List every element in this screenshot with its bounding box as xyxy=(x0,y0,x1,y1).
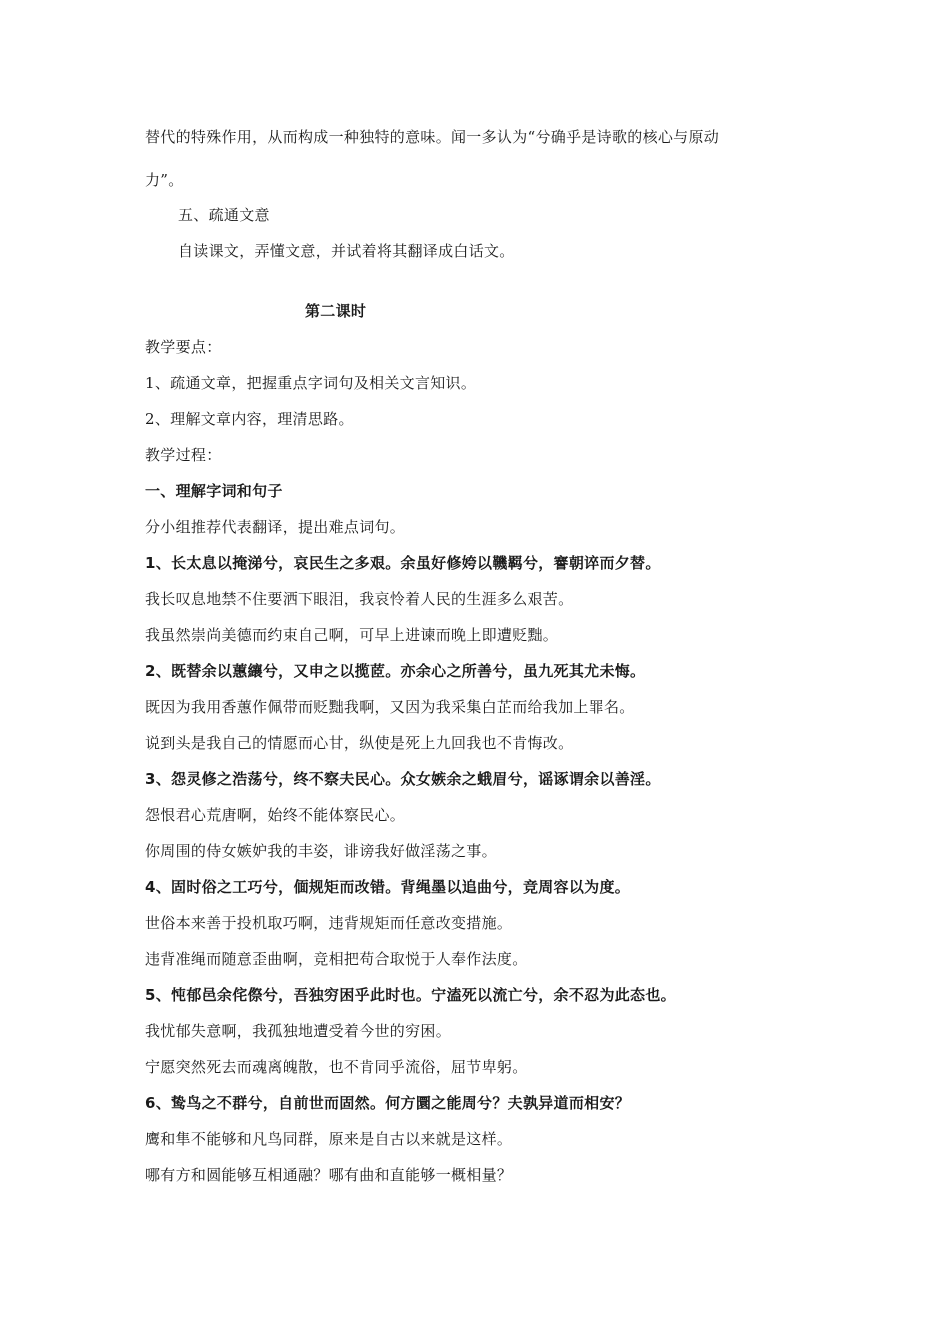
item-6-translation-2: 哪有方和圆能够互相通融？哪有曲和直能够一概相量？ xyxy=(145,1166,513,1184)
process-label: 教学过程： xyxy=(145,446,222,464)
item-5-translation-1: 我忧郁失意啊，我孤独地遭受着今世的穷困。 xyxy=(145,1022,452,1040)
part-1-heading: 一、理解字词和句子 xyxy=(145,482,283,500)
item-3-original: 3、怨灵修之浩荡兮，终不察夫民心。众女嫉余之蛾眉兮，谣诼谓余以善淫。 xyxy=(145,770,661,788)
intro-line-1: 替代的特殊作用，从而构成一种独特的意味。闻一多认为“兮确乎是诗歌的核心与原动 xyxy=(145,128,720,146)
section-5-heading: 五、疏通文意 xyxy=(178,206,270,224)
item-5-original: 5、忳郁邑余侘傺兮，吾独穷困乎此时也。宁溘死以流亡兮，余不忍为此态也。 xyxy=(145,986,676,1004)
key-points-label: 教学要点： xyxy=(145,338,222,356)
item-1-translation-2: 我虽然崇尚美德而约束自己啊，可早上进谏而晚上即遭贬黜。 xyxy=(145,626,559,644)
key-point-2: 2、理解文章内容，理清思路。 xyxy=(145,410,354,428)
item-6-original: 6、鸷鸟之不群兮，自前世而固然。何方圜之能周兮？夫孰异道而相安？ xyxy=(145,1094,631,1112)
item-2-original: 2、既替余以蕙纕兮，又申之以揽茝。亦余心之所善兮，虽九死其尤未悔。 xyxy=(145,662,646,680)
part-1-intro: 分小组推荐代表翻译，提出难点词句。 xyxy=(145,518,406,536)
section-5-text: 自读课文，弄懂文意，并试着将其翻译成白话文。 xyxy=(178,242,515,260)
item-2-translation-1: 既因为我用香蕙作佩带而贬黜我啊，又因为我采集白芷而给我加上罪名。 xyxy=(145,698,635,716)
item-4-translation-1: 世俗本来善于投机取巧啊，违背规矩而任意改变措施。 xyxy=(145,914,513,932)
item-4-original: 4、固时俗之工巧兮，偭规矩而改错。背绳墨以追曲兮，竞周容以为度。 xyxy=(145,878,631,896)
item-3-translation-2: 你周围的侍女嫉妒我的丰姿，诽谤我好做淫荡之事。 xyxy=(145,842,497,860)
lesson-title: 第二课时 xyxy=(305,302,367,320)
intro-line-2: 力”。 xyxy=(145,171,184,189)
item-5-translation-2: 宁愿突然死去而魂离魄散，也不肯同乎流俗，屈节卑躬。 xyxy=(145,1058,528,1076)
item-6-translation-1: 鹰和隼不能够和凡鸟同群，原来是自古以来就是这样。 xyxy=(145,1130,513,1148)
item-1-translation-1: 我长叹息地禁不住要洒下眼泪，我哀怜着人民的生涯多么艰苦。 xyxy=(145,590,574,608)
item-4-translation-2: 违背准绳而随意歪曲啊，竞相把苟合取悦于人奉作法度。 xyxy=(145,950,528,968)
item-2-translation-2: 说到头是我自己的情愿而心甘，纵使是死上九回我也不肯悔改。 xyxy=(145,734,574,752)
item-1-original: 1、长太息以掩涕兮，哀民生之多艰。余虽好修姱以鞿羁兮，謇朝谇而夕替。 xyxy=(145,554,661,572)
key-point-1: 1、疏通文章，把握重点字词句及相关文言知识。 xyxy=(145,374,477,392)
item-3-translation-1: 怨恨君心荒唐啊，始终不能体察民心。 xyxy=(145,806,406,824)
